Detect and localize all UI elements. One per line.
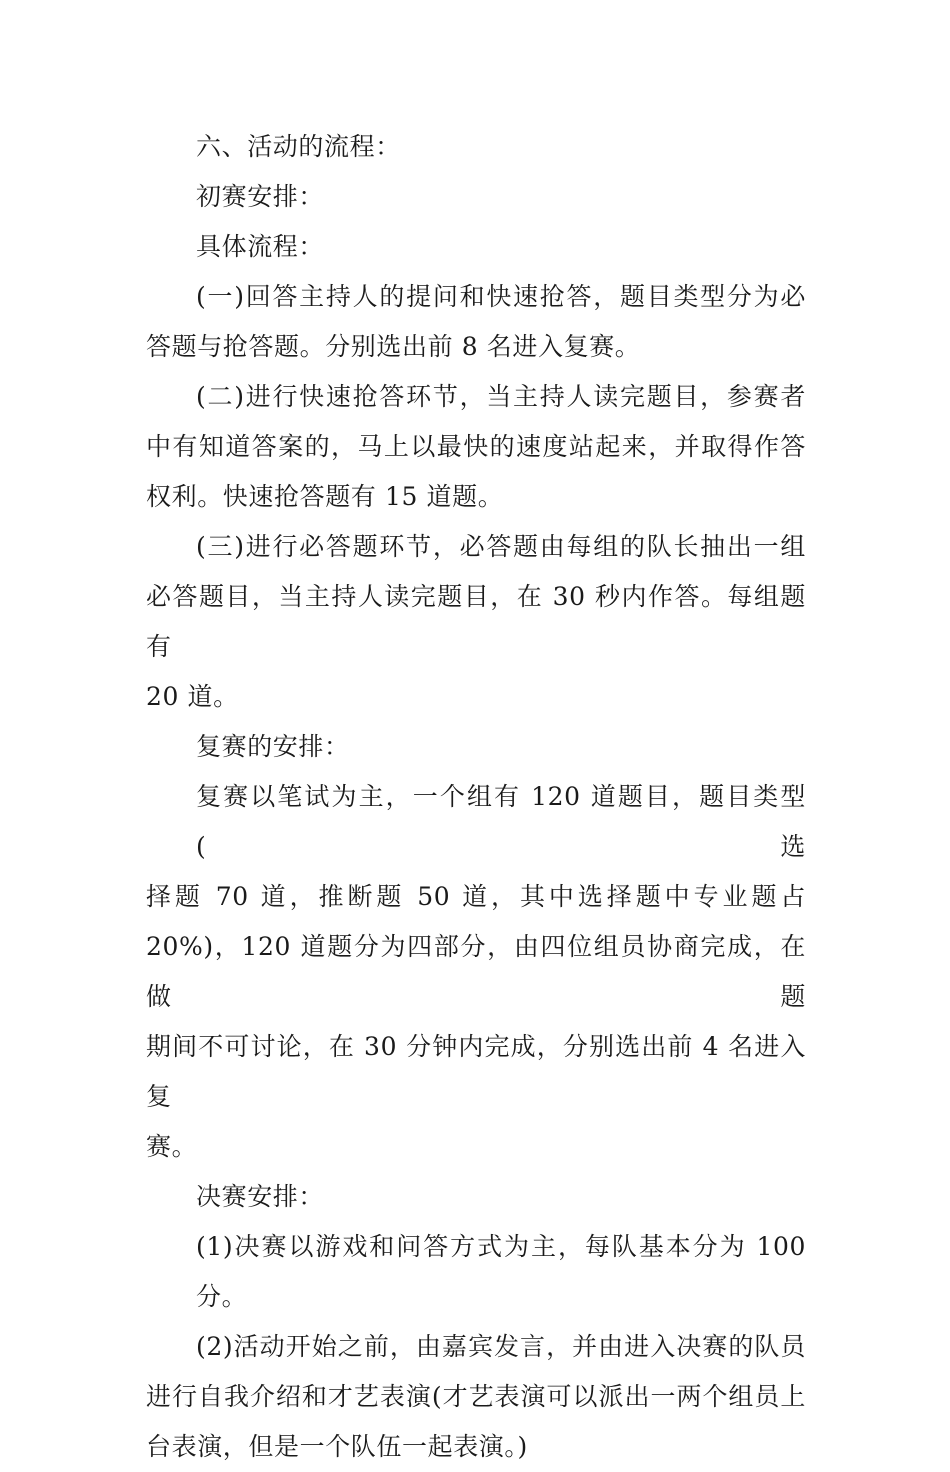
text-line: 六、活动的流程： [196, 132, 401, 161]
text-line: 择题 70 道，推断题 50 道，其中选择题中专业题占 [146, 882, 806, 911]
text-line: 复赛以笔试为主，一个组有 120 道题目，题目类型(选 [196, 782, 806, 861]
text-line: 赛。 [146, 1132, 198, 1161]
text-line: 权利。快速抢答题有 15 道题。 [146, 482, 504, 511]
text-line: 进行自我介绍和才艺表演(才艺表演可以派出一两个组员上 [146, 1382, 806, 1411]
section-heading-process [146, 122, 806, 172]
text-line: (2)活动开始之前，由嘉宾发言，并由进入决赛的队员 [196, 1332, 806, 1361]
paragraph-step-2 [146, 372, 806, 522]
text-line: 台表演，但是一个队伍一起表演。) [146, 1432, 528, 1461]
subheading-preliminary [146, 172, 806, 222]
paragraph-final-rule-1 [146, 1222, 806, 1322]
text-line: 必答题目，当主持人读完题目，在 30 秒内作答。每组题有 [146, 582, 806, 661]
subheading-specific-process [146, 222, 806, 272]
text-line: 答题与抢答题。分别选出前 8 名进入复赛。 [146, 332, 641, 361]
text-line: 中有知道答案的，马上以最快的速度站起来，并取得作答 [146, 432, 806, 461]
paragraph-semifinal-details [146, 772, 806, 1172]
subheading-semifinal [146, 722, 806, 772]
text-line: 具体流程： [196, 232, 325, 261]
text-line: 20 道。 [146, 682, 239, 711]
subheading-final [146, 1172, 806, 1222]
text-line: 初赛安排： [196, 182, 325, 211]
paragraph-final-rule-2 [146, 1322, 806, 1472]
text-line: 20%)，120 道题分为四部分，由四位组员协商完成，在做题 [146, 932, 806, 1011]
text-line: (二)进行快速抢答环节，当主持人读完题目，参赛者 [196, 382, 806, 411]
text-line: 复赛的安排： [196, 732, 350, 761]
text-line: 决赛安排： [196, 1182, 325, 1211]
paragraph-step-3 [146, 522, 806, 722]
text-line: 期间不可讨论，在 30 分钟内完成，分别选出前 4 名进入复 [146, 1032, 806, 1111]
document-page [146, 122, 806, 1472]
text-line: (三)进行必答题环节，必答题由每组的队长抽出一组 [196, 532, 806, 561]
text-line: (1)决赛以游戏和问答方式为主，每队基本分为 100 分。 [196, 1232, 806, 1311]
text-line: (一)回答主持人的提问和快速抢答，题目类型分为必 [196, 282, 806, 311]
paragraph-step-1 [146, 272, 806, 372]
